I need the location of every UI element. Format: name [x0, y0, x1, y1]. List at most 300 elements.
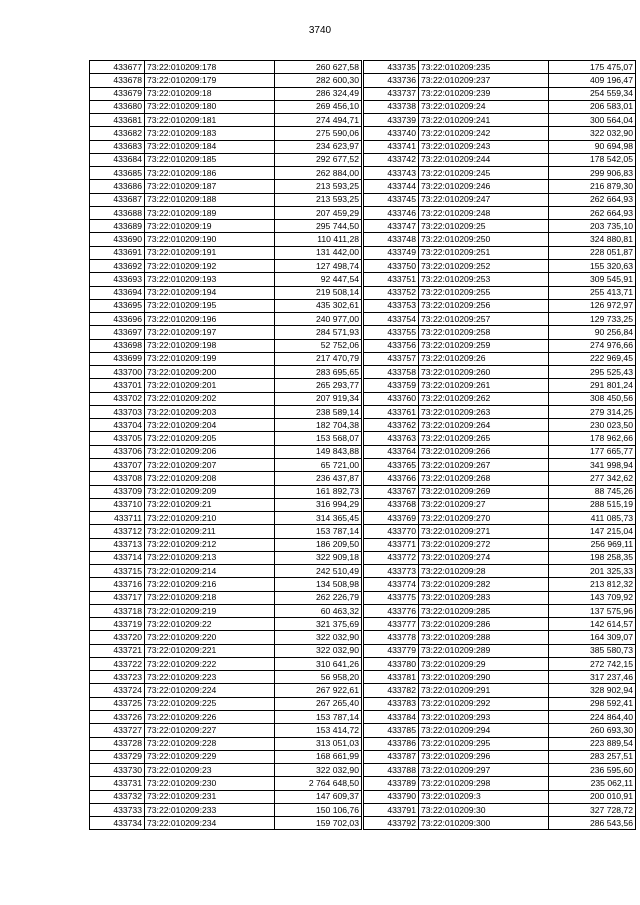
- row-number-cell: 433705: [90, 432, 145, 445]
- cadastral-number-cell: 73:22:010209:19: [145, 220, 275, 233]
- value-cell: 267 265,40: [275, 697, 362, 710]
- table-row: [90, 246, 362, 259]
- value-cell: 322 032,90: [275, 644, 362, 657]
- value-cell: 147 215,04: [549, 525, 636, 538]
- row-number-cell: 433714: [90, 551, 145, 564]
- value-cell: 186 209,50: [275, 538, 362, 551]
- cadastral-number-cell: 73:22:010209:204: [145, 419, 275, 432]
- row-number-cell: 433762: [364, 419, 419, 432]
- cadastral-number-cell: 73:22:010209:282: [419, 578, 549, 591]
- table-row: [90, 750, 362, 763]
- row-number-cell: 433784: [364, 711, 419, 724]
- table-row: [364, 737, 636, 750]
- table-row: [364, 100, 636, 113]
- cadastral-number-cell: 73:22:010209:205: [145, 432, 275, 445]
- row-number-cell: 433750: [364, 259, 419, 272]
- value-cell: 275 590,06: [275, 127, 362, 140]
- cadastral-number-cell: 73:22:010209:184: [145, 140, 275, 153]
- table-row: [364, 405, 636, 418]
- row-number-cell: 433786: [364, 737, 419, 750]
- value-cell: 168 661,99: [275, 750, 362, 763]
- row-number-cell: 433700: [90, 366, 145, 379]
- table-row: [364, 750, 636, 763]
- cadastral-number-cell: 73:22:010209:262: [419, 392, 549, 405]
- row-number-cell: 433766: [364, 472, 419, 485]
- table-row: [90, 405, 362, 418]
- cadastral-number-cell: 73:22:010209:196: [145, 313, 275, 326]
- table-row: [90, 153, 362, 166]
- value-cell: 286 324,49: [275, 87, 362, 100]
- row-number-cell: 433754: [364, 313, 419, 326]
- table-row: [364, 326, 636, 339]
- cadastral-number-cell: 73:22:010209:253: [419, 273, 549, 286]
- cadastral-number-cell: 73:22:010209:178: [145, 61, 275, 74]
- value-cell: 153 787,14: [275, 525, 362, 538]
- table-row: [364, 140, 636, 153]
- cadastral-number-cell: 73:22:010209:223: [145, 671, 275, 684]
- table-row: [364, 472, 636, 485]
- row-number-cell: 433788: [364, 764, 419, 777]
- value-cell: 435 302,61: [275, 299, 362, 312]
- value-cell: 52 752,06: [275, 339, 362, 352]
- table-row: [90, 206, 362, 219]
- value-cell: 236 595,60: [549, 764, 636, 777]
- value-cell: 134 508,98: [275, 578, 362, 591]
- row-number-cell: 433702: [90, 392, 145, 405]
- row-number-cell: 433756: [364, 339, 419, 352]
- value-cell: 282 600,30: [275, 74, 362, 87]
- value-cell: 260 627,58: [275, 61, 362, 74]
- table-row: [90, 458, 362, 471]
- cadastral-number-cell: 73:22:010209:220: [145, 631, 275, 644]
- value-cell: 129 733,25: [549, 313, 636, 326]
- row-number-cell: 433679: [90, 87, 145, 100]
- value-cell: 292 677,52: [275, 153, 362, 166]
- value-cell: 256 969,11: [549, 538, 636, 551]
- table-row: [90, 657, 362, 670]
- row-number-cell: 433711: [90, 512, 145, 525]
- table-row: [364, 259, 636, 272]
- cadastral-number-cell: 73:22:010209:283: [419, 591, 549, 604]
- row-number-cell: 433704: [90, 419, 145, 432]
- value-cell: 213 593,25: [275, 193, 362, 206]
- value-cell: 283 695,65: [275, 366, 362, 379]
- cadastral-number-cell: 73:22:010209:267: [419, 458, 549, 471]
- cadastral-table-left: [89, 60, 362, 830]
- cadastral-number-cell: 73:22:010209:194: [145, 286, 275, 299]
- value-cell: 324 880,81: [549, 233, 636, 246]
- cadastral-number-cell: 73:22:010209:225: [145, 697, 275, 710]
- table-row: [90, 233, 362, 246]
- row-number-cell: 433683: [90, 140, 145, 153]
- cadastral-number-cell: 73:22:010209:189: [145, 206, 275, 219]
- cadastral-number-cell: 73:22:010209:180: [145, 100, 275, 113]
- table-row: [90, 352, 362, 365]
- cadastral-number-cell: 73:22:010209:221: [145, 644, 275, 657]
- table-row: [364, 419, 636, 432]
- value-cell: 65 721,00: [275, 458, 362, 471]
- cadastral-number-cell: 73:22:010209:270: [419, 512, 549, 525]
- table-row: [90, 286, 362, 299]
- cadastral-number-cell: 73:22:010209:26: [419, 352, 549, 365]
- value-cell: 153 787,14: [275, 711, 362, 724]
- cadastral-number-cell: 73:22:010209:250: [419, 233, 549, 246]
- value-cell: 153 414,72: [275, 724, 362, 737]
- row-number-cell: 433719: [90, 618, 145, 631]
- row-number-cell: 433760: [364, 392, 419, 405]
- cadastral-number-cell: 73:22:010209:24: [419, 100, 549, 113]
- row-number-cell: 433739: [364, 114, 419, 127]
- cadastral-number-cell: 73:22:010209:272: [419, 538, 549, 551]
- table-row: [90, 578, 362, 591]
- row-number-cell: 433774: [364, 578, 419, 591]
- row-number-cell: 433706: [90, 445, 145, 458]
- row-number-cell: 433761: [364, 405, 419, 418]
- row-number-cell: 433677: [90, 61, 145, 74]
- value-cell: 298 592,41: [549, 697, 636, 710]
- table-row: [364, 246, 636, 259]
- cadastral-number-cell: 73:22:010209:234: [145, 817, 275, 830]
- value-cell: 90 256,84: [549, 326, 636, 339]
- row-number-cell: 433767: [364, 485, 419, 498]
- table-row: [90, 445, 362, 458]
- cadastral-number-cell: 73:22:010209:181: [145, 114, 275, 127]
- table-row: [90, 764, 362, 777]
- table-row: [90, 273, 362, 286]
- row-number-cell: 433709: [90, 485, 145, 498]
- table-row: [90, 498, 362, 511]
- cadastral-number-cell: 73:22:010209:295: [419, 737, 549, 750]
- row-number-cell: 433712: [90, 525, 145, 538]
- cadastral-number-cell: 73:22:010209:23: [145, 764, 275, 777]
- row-number-cell: 433783: [364, 697, 419, 710]
- value-cell: 314 365,45: [275, 512, 362, 525]
- value-cell: 322 909,18: [275, 551, 362, 564]
- cadastral-number-cell: 73:22:010209:211: [145, 525, 275, 538]
- row-number-cell: 433764: [364, 445, 419, 458]
- row-number-cell: 433759: [364, 379, 419, 392]
- row-number-cell: 433787: [364, 750, 419, 763]
- cadastral-number-cell: 73:22:010209:185: [145, 153, 275, 166]
- value-cell: 213 593,25: [275, 180, 362, 193]
- table-row: [90, 193, 362, 206]
- table-row: [90, 538, 362, 551]
- cadastral-number-cell: 73:22:010209:259: [419, 339, 549, 352]
- table-row: [90, 61, 362, 74]
- value-cell: 224 864,40: [549, 711, 636, 724]
- value-cell: 149 843,88: [275, 445, 362, 458]
- table-row: [90, 140, 362, 153]
- table-row: [364, 578, 636, 591]
- row-number-cell: 433684: [90, 153, 145, 166]
- row-number-cell: 433776: [364, 604, 419, 617]
- value-cell: 175 475,07: [549, 61, 636, 74]
- table-row: [90, 326, 362, 339]
- table-row: [90, 220, 362, 233]
- row-number-cell: 433751: [364, 273, 419, 286]
- row-number-cell: 433690: [90, 233, 145, 246]
- row-number-cell: 433769: [364, 512, 419, 525]
- page-number: 3740: [308, 25, 332, 36]
- row-number-cell: 433741: [364, 140, 419, 153]
- cadastral-number-cell: 73:22:010209:244: [419, 153, 549, 166]
- value-cell: 310 641,26: [275, 657, 362, 670]
- row-number-cell: 433791: [364, 803, 419, 816]
- row-number-cell: 433733: [90, 803, 145, 816]
- row-number-cell: 433730: [90, 764, 145, 777]
- row-number-cell: 433790: [364, 790, 419, 803]
- cadastral-number-cell: 73:22:010209:212: [145, 538, 275, 551]
- cadastral-number-cell: 73:22:010209:288: [419, 631, 549, 644]
- cadastral-number-cell: 73:22:010209:25: [419, 220, 549, 233]
- table-row: [90, 419, 362, 432]
- row-number-cell: 433686: [90, 180, 145, 193]
- table-row: [364, 684, 636, 697]
- row-number-cell: 433758: [364, 366, 419, 379]
- cadastral-number-cell: 73:22:010209:18: [145, 87, 275, 100]
- cadastral-number-cell: 73:22:010209:231: [145, 790, 275, 803]
- row-number-cell: 433753: [364, 299, 419, 312]
- table-row: [364, 167, 636, 180]
- cadastral-number-cell: 73:22:010209:271: [419, 525, 549, 538]
- table-row: [90, 737, 362, 750]
- table-row: [364, 352, 636, 365]
- value-cell: 143 709,92: [549, 591, 636, 604]
- table-row: [90, 671, 362, 684]
- value-cell: 153 568,07: [275, 432, 362, 445]
- value-cell: 182 704,38: [275, 419, 362, 432]
- table-row: [364, 339, 636, 352]
- cadastral-number-cell: 73:22:010209:188: [145, 193, 275, 206]
- value-cell: 234 623,97: [275, 140, 362, 153]
- cadastral-number-cell: 73:22:010209:227: [145, 724, 275, 737]
- row-number-cell: 433699: [90, 352, 145, 365]
- cadastral-number-cell: 73:22:010209:290: [419, 671, 549, 684]
- row-number-cell: 433735: [364, 61, 419, 74]
- cadastral-number-cell: 73:22:010209:3: [419, 790, 549, 803]
- value-cell: 262 226,79: [275, 591, 362, 604]
- row-number-cell: 433724: [90, 684, 145, 697]
- row-number-cell: 433752: [364, 286, 419, 299]
- value-cell: 213 812,32: [549, 578, 636, 591]
- table-row: [90, 724, 362, 737]
- cadastral-number-cell: 73:22:010209:210: [145, 512, 275, 525]
- cadastral-number-cell: 73:22:010209:251: [419, 246, 549, 259]
- cadastral-number-cell: 73:22:010209:22: [145, 618, 275, 631]
- table-row: [90, 366, 362, 379]
- row-number-cell: 433749: [364, 246, 419, 259]
- table-row: [90, 100, 362, 113]
- row-number-cell: 433698: [90, 339, 145, 352]
- row-number-cell: 433792: [364, 817, 419, 830]
- value-cell: 260 693,30: [549, 724, 636, 737]
- row-number-cell: 433696: [90, 313, 145, 326]
- row-number-cell: 433720: [90, 631, 145, 644]
- value-cell: 309 545,91: [549, 273, 636, 286]
- cadastral-number-cell: 73:22:010209:199: [145, 352, 275, 365]
- cadastral-number-cell: 73:22:010209:219: [145, 604, 275, 617]
- row-number-cell: 433680: [90, 100, 145, 113]
- cadastral-number-cell: 73:22:010209:187: [145, 180, 275, 193]
- value-cell: 322 032,90: [275, 764, 362, 777]
- cadastral-number-cell: 73:22:010209:247: [419, 193, 549, 206]
- value-cell: 286 543,56: [549, 817, 636, 830]
- cadastral-number-cell: 73:22:010209:21: [145, 498, 275, 511]
- row-number-cell: 433685: [90, 167, 145, 180]
- cadastral-number-cell: 73:22:010209:258: [419, 326, 549, 339]
- table-row: [90, 313, 362, 326]
- value-cell: 327 728,72: [549, 803, 636, 816]
- cadastral-number-cell: 73:22:010209:297: [419, 764, 549, 777]
- table-row: [90, 697, 362, 710]
- value-cell: 295 744,50: [275, 220, 362, 233]
- cadastral-number-cell: 73:22:010209:207: [145, 458, 275, 471]
- value-cell: 265 293,77: [275, 379, 362, 392]
- value-cell: 291 801,24: [549, 379, 636, 392]
- row-number-cell: 433681: [90, 114, 145, 127]
- value-cell: 126 972,97: [549, 299, 636, 312]
- table-row: [364, 286, 636, 299]
- row-number-cell: 433743: [364, 167, 419, 180]
- row-number-cell: 433744: [364, 180, 419, 193]
- row-number-cell: 433745: [364, 193, 419, 206]
- table-row: [364, 551, 636, 564]
- table-row: [364, 671, 636, 684]
- table-row: [364, 644, 636, 657]
- table-row: [364, 445, 636, 458]
- cadastral-number-cell: 73:22:010209:186: [145, 167, 275, 180]
- table-row: [90, 127, 362, 140]
- value-cell: 277 342,62: [549, 472, 636, 485]
- row-number-cell: 433717: [90, 591, 145, 604]
- cadastral-number-cell: 73:22:010209:268: [419, 472, 549, 485]
- table-row: [90, 379, 362, 392]
- cadastral-number-cell: 73:22:010209:256: [419, 299, 549, 312]
- value-cell: 201 325,33: [549, 565, 636, 578]
- value-cell: 90 694,98: [549, 140, 636, 153]
- row-number-cell: 433738: [364, 100, 419, 113]
- table-row: [90, 777, 362, 790]
- table-row: [364, 153, 636, 166]
- row-number-cell: 433718: [90, 604, 145, 617]
- cadastral-number-cell: 73:22:010209:201: [145, 379, 275, 392]
- value-cell: 284 571,93: [275, 326, 362, 339]
- cadastral-number-cell: 73:22:010209:203: [145, 405, 275, 418]
- row-number-cell: 433772: [364, 551, 419, 564]
- table-row: [364, 631, 636, 644]
- row-number-cell: 433746: [364, 206, 419, 219]
- cadastral-number-cell: 73:22:010209:243: [419, 140, 549, 153]
- table-row: [364, 273, 636, 286]
- row-number-cell: 433715: [90, 565, 145, 578]
- row-number-cell: 433773: [364, 565, 419, 578]
- value-cell: 288 515,19: [549, 498, 636, 511]
- table-row: [90, 565, 362, 578]
- row-number-cell: 433734: [90, 817, 145, 830]
- row-number-cell: 433765: [364, 458, 419, 471]
- cadastral-table-right: [363, 60, 636, 830]
- table-row: [364, 379, 636, 392]
- value-cell: 203 735,10: [549, 220, 636, 233]
- table-row: [364, 777, 636, 790]
- value-cell: 299 906,83: [549, 167, 636, 180]
- value-cell: 269 456,10: [275, 100, 362, 113]
- value-cell: 177 665,77: [549, 445, 636, 458]
- table-row: [364, 485, 636, 498]
- cadastral-number-cell: 73:22:010209:193: [145, 273, 275, 286]
- table-row: [364, 127, 636, 140]
- row-number-cell: 433778: [364, 631, 419, 644]
- table-row: [90, 339, 362, 352]
- value-cell: 198 258,35: [549, 551, 636, 564]
- table-row: [364, 618, 636, 631]
- cadastral-number-cell: 73:22:010209:257: [419, 313, 549, 326]
- value-cell: 200 010,91: [549, 790, 636, 803]
- table-row: [364, 538, 636, 551]
- value-cell: 272 742,15: [549, 657, 636, 670]
- cadastral-number-cell: 73:22:010209:198: [145, 339, 275, 352]
- value-cell: 137 575,96: [549, 604, 636, 617]
- cadastral-number-cell: 73:22:010209:200: [145, 366, 275, 379]
- cadastral-number-cell: 73:22:010209:192: [145, 259, 275, 272]
- cadastral-number-cell: 73:22:010209:213: [145, 551, 275, 564]
- value-cell: 2 764 648,50: [275, 777, 362, 790]
- value-cell: 238 589,14: [275, 405, 362, 418]
- row-number-cell: 433678: [90, 74, 145, 87]
- value-cell: 155 320,63: [549, 259, 636, 272]
- cadastral-number-cell: 73:22:010209:235: [419, 61, 549, 74]
- table-row: [90, 525, 362, 538]
- cadastral-number-cell: 73:22:010209:246: [419, 180, 549, 193]
- value-cell: 60 463,32: [275, 604, 362, 617]
- table-row: [90, 618, 362, 631]
- cadastral-number-cell: 73:22:010209:229: [145, 750, 275, 763]
- value-cell: 242 510,49: [275, 565, 362, 578]
- row-number-cell: 433707: [90, 458, 145, 471]
- table-row: [90, 512, 362, 525]
- table-row: [364, 299, 636, 312]
- cadastral-number-cell: 73:22:010209:191: [145, 246, 275, 259]
- row-number-cell: 433731: [90, 777, 145, 790]
- table-body-right: [364, 61, 636, 830]
- value-cell: 127 498,74: [275, 259, 362, 272]
- cadastral-number-cell: 73:22:010209:190: [145, 233, 275, 246]
- table-row: [90, 803, 362, 816]
- table-row: [364, 180, 636, 193]
- row-number-cell: 433716: [90, 578, 145, 591]
- row-number-cell: 433768: [364, 498, 419, 511]
- value-cell: 274 976,66: [549, 339, 636, 352]
- value-cell: 56 958,20: [275, 671, 362, 684]
- row-number-cell: 433689: [90, 220, 145, 233]
- row-number-cell: 433722: [90, 657, 145, 670]
- cadastral-number-cell: 73:22:010209:242: [419, 127, 549, 140]
- row-number-cell: 433775: [364, 591, 419, 604]
- row-number-cell: 433782: [364, 684, 419, 697]
- row-number-cell: 433697: [90, 326, 145, 339]
- table-row: [364, 790, 636, 803]
- row-number-cell: 433694: [90, 286, 145, 299]
- value-cell: 279 314,25: [549, 405, 636, 418]
- cadastral-number-cell: 73:22:010209:294: [419, 724, 549, 737]
- cadastral-number-cell: 73:22:010209:216: [145, 578, 275, 591]
- cadastral-number-cell: 73:22:010209:202: [145, 392, 275, 405]
- cadastral-number-cell: 73:22:010209:260: [419, 366, 549, 379]
- table-row: [364, 724, 636, 737]
- row-number-cell: 433757: [364, 352, 419, 365]
- cadastral-number-cell: 73:22:010209:285: [419, 604, 549, 617]
- cadastral-number-cell: 73:22:010209:230: [145, 777, 275, 790]
